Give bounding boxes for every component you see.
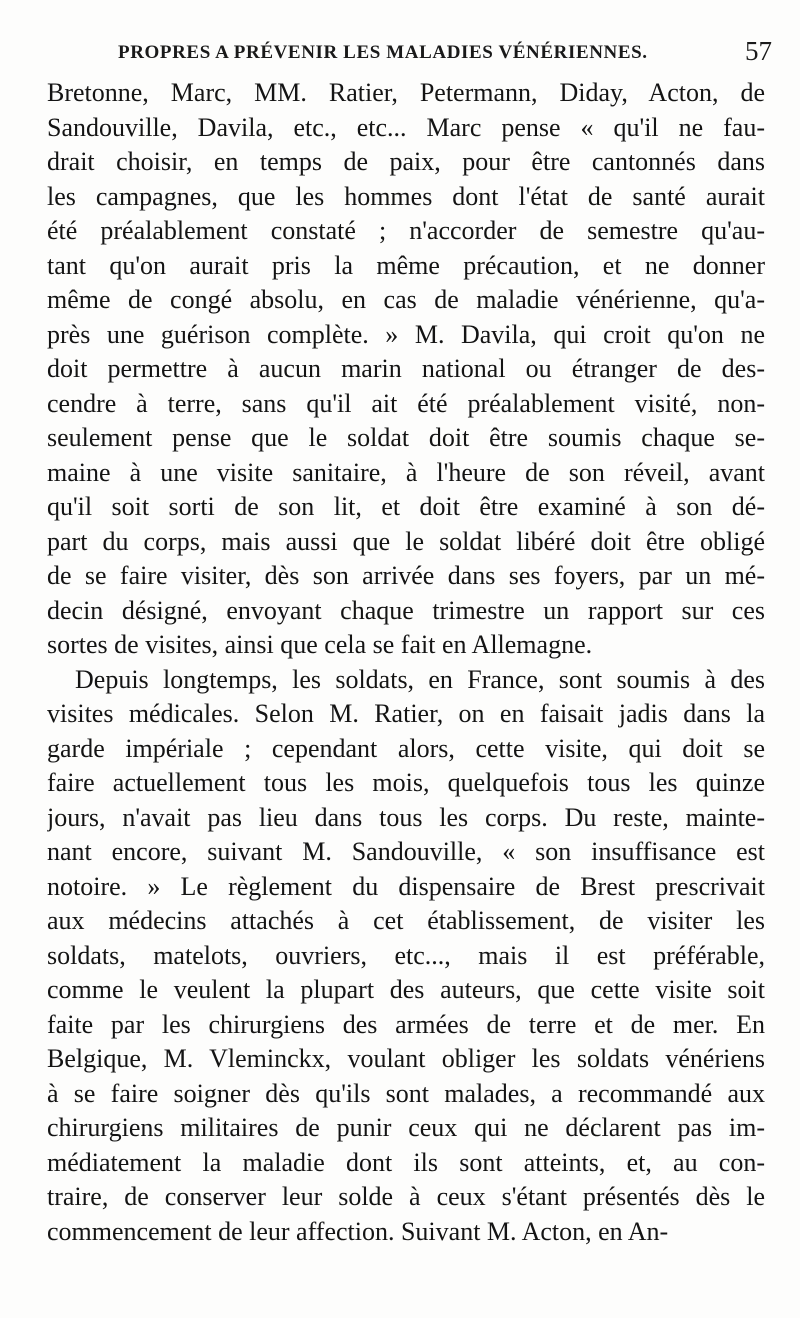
text-line: tant qu'on aurait pris la même précaution, et ne donner [47, 250, 765, 280]
text-line: Sandouville, Davila, etc., etc... Marc pense « qu'il ne fau- [47, 112, 765, 142]
running-title: PROPRES A PRÉVENIR LES MALADIES VÉNÉRIENNES. [118, 42, 648, 63]
text-line: Depuis longtemps, les soldats, en France, sont soumis à des [75, 664, 765, 694]
text-line: traire, de conserver leur solde à ceux s'étant présentés dès le [47, 1182, 765, 1211]
text-line: été préalablement constaté ; n'accorder de semestre qu'au- [47, 216, 765, 245]
text-line: Bretonne, Marc, MM. Ratier, Petermann, Diday, Acton, de [47, 78, 765, 107]
text-line: aux médecins attachés à cet établissement, de visiter les [47, 906, 765, 935]
text-line: de se faire visiter, dès son arrivée dans ses foyers, par un mé- [47, 561, 765, 590]
text-line: les campagnes, que les hommes dont l'état de santé aurait [47, 181, 765, 211]
text-line: seulement pense que le soldat doit être soumis chaque se- [47, 423, 765, 452]
text-line: près une guérison complète. » M. Davila, qui croit qu'on ne [47, 319, 765, 349]
text-line: comme le veulent la plupart des auteurs, que cette visite soit [47, 975, 765, 1004]
text-line: part du corps, mais aussi que le soldat libéré doit être obligé [47, 526, 765, 556]
paragraph [47, 76, 765, 663]
text-line: notoire. » Le règlement du dispensaire de Brest prescrivait [47, 871, 765, 901]
text-line: chirurgiens militaires de punir ceux qui ne déclarent pas im- [47, 1113, 765, 1142]
running-head [118, 36, 772, 70]
text-line: jours, n'avait pas lieu dans tous les corps. Du reste, mainte- [47, 802, 765, 832]
text-line: maine à une visite sanitaire, à l'heure de son réveil, avant [47, 457, 765, 487]
text-line: sortes de visites, ainsi que cela se fait en Allemagne. [47, 630, 593, 659]
text-line: médiatement la maladie dont ils sont atteints, et, au con- [47, 1147, 765, 1177]
text-line: visites médicales. Selon M. Ratier, on en faisait jadis dans la [47, 699, 765, 728]
text-line: nant encore, suivant M. Sandouville, « son insuffisance est [47, 837, 765, 866]
paragraph [47, 663, 765, 1250]
text-line: faite par les chirurgiens des armées de terre et de mer. En [47, 1009, 765, 1039]
text-line: cendre à terre, sans qu'il ait été préalablement visité, non- [47, 388, 765, 418]
text-line: à se faire soigner dès qu'ils sont malades, a recommandé aux [47, 1078, 765, 1108]
text-line: commencement de leur affection. Suivant M. Acton, en An- [47, 1216, 669, 1246]
page-number: 57 [745, 36, 772, 66]
text-line: drait choisir, en temps de paix, pour être cantonnés dans [47, 147, 765, 176]
text-line: qu'il soit sorti de son lit, et doit être examiné à son dé- [47, 492, 765, 521]
text-line: même de congé absolu, en cas de maladie vénérienne, qu'a- [47, 285, 765, 314]
text-line: soldats, matelots, ouvriers, etc..., mais il est préférable, [47, 940, 765, 970]
text-line: garde impériale ; cependant alors, cette visite, qui doit se [47, 733, 765, 763]
text-line: decin désigné, envoyant chaque trimestre un rapport sur ces [47, 595, 765, 625]
text-line: faire actuellement tous les mois, quelquefois tous les quinze [47, 768, 765, 797]
text-line: Belgique, M. Vleminckx, voulant obliger les soldats vénériens [47, 1044, 765, 1073]
text-line: doit permettre à aucun marin national ou étranger de des- [47, 354, 765, 383]
body-text [47, 76, 765, 1249]
